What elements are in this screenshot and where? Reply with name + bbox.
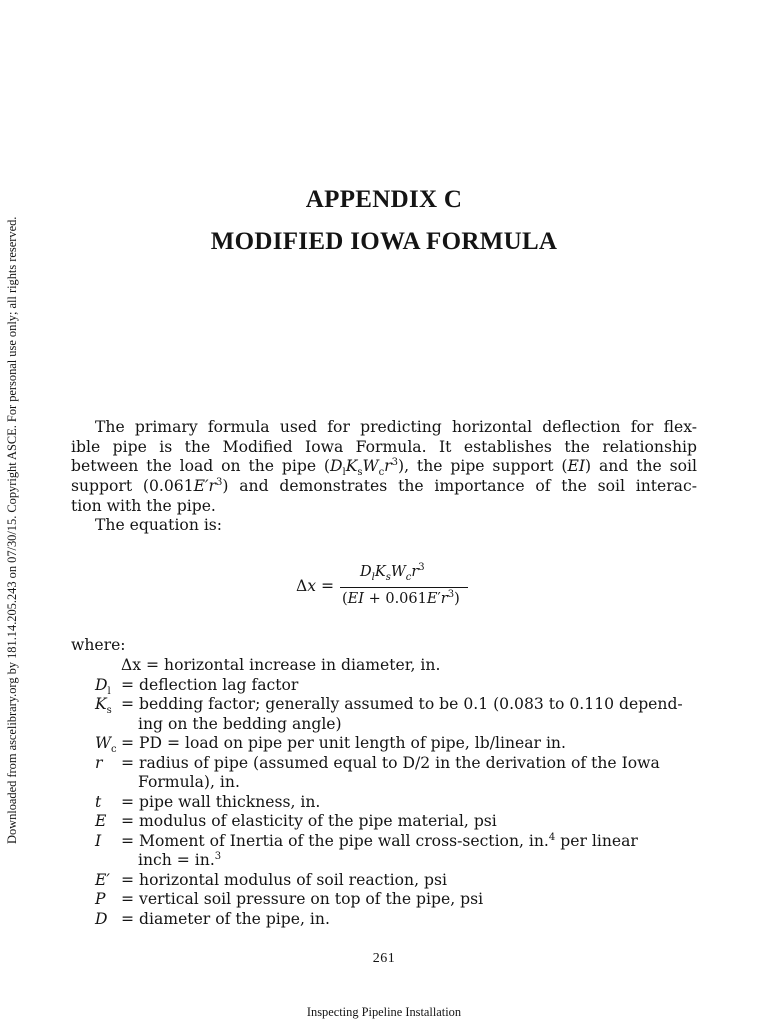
definition-item: E = modulus of elasticity of the pipe material, psi	[95, 812, 497, 830]
equation-intro: The equation is:	[95, 516, 223, 534]
running-footer: Inspecting Pipeline Installation	[306, 1005, 462, 1019]
definition-symbol: t	[95, 792, 102, 811]
modified-iowa-equation	[296, 562, 476, 612]
intro-line-1: The primary formula used for predicting horizontal deflection for flex-	[95, 418, 697, 436]
definition-item: t = pipe wall thickness, in.	[95, 792, 321, 811]
definition-symbol: I	[95, 831, 102, 850]
definition-item: I = Moment of Inertia of the pipe wall cross-section, in.$^4$ per linear inch = in.$^3$	[95, 831, 638, 869]
definition-item: E′ = horizontal modulus of soil reaction, psi	[95, 870, 447, 889]
copyright-text: Downloaded from ascelibrary.org by 181.14.205.243 on 07/30/15. Copyright ASCE. For personal use only; all rights reserved.	[5, 216, 19, 844]
definition-symbol: D	[95, 909, 108, 928]
intro-line-3: between the load on the pipe $(D_lK_sW_cr^3)$, the pipe support (EI) and the soil	[71, 457, 697, 479]
appendix-label: APPENDIX C	[305, 186, 463, 213]
definition-symbol: E	[95, 812, 107, 830]
copyright-sidebar	[2, 184, 22, 844]
definition-symbol: r	[95, 753, 103, 772]
definitions-list	[95, 656, 697, 929]
page-title: MODIFIED IOWA FORMULA	[210, 228, 558, 255]
equation-lhs: Δx =	[296, 577, 335, 595]
definition-symbol: $D_l$	[95, 675, 111, 697]
page-number: 261	[372, 951, 396, 966]
definition-symbol: Δx	[121, 656, 142, 674]
definition-symbol: P	[95, 890, 106, 908]
equation-denominator: $(EI + 0.061E'r^3)$	[342, 589, 460, 607]
definition-item: P = vertical soil pressure on top of the pipe, psi	[95, 890, 484, 908]
definition-item: r = radius of pipe (assumed equal to D/2 in the derivation of the Iowa Formula), in.	[95, 753, 660, 791]
definition-item: $D_l$ = deflection lag factor	[95, 675, 299, 697]
intro-line-4: support $(0.061E'r^3)$ and demonstrates the importance of the soil interac-	[71, 476, 697, 496]
where-label: where:	[71, 636, 126, 654]
definition-item: $K_s$ = bedding factor; generally assumed to be 0.1 (0.083 to 0.110 depend- ing on the bedding angle)	[95, 695, 683, 733]
definition-item: D = diameter of the pipe, in.	[95, 909, 330, 928]
fraction-bar	[340, 587, 468, 588]
definition-item: Δx = horizontal increase in diameter, in.	[121, 656, 441, 674]
definition-symbol: $W_c$	[95, 734, 117, 756]
definition-item: $W_c$ = PD = load on pipe per unit length of pipe, lb/linear in.	[95, 734, 566, 756]
definition-symbol: $K_s$	[95, 695, 112, 717]
equation-numerator: $D_lK_sW_cr^3$	[360, 562, 425, 583]
definition-symbol: E′	[95, 870, 110, 889]
intro-line-5: tion with the pipe.	[71, 496, 216, 515]
intro-line-2: ible pipe is the Modified Iowa Formula. It establishes the relationship	[71, 437, 697, 456]
intro-paragraph	[71, 418, 697, 517]
